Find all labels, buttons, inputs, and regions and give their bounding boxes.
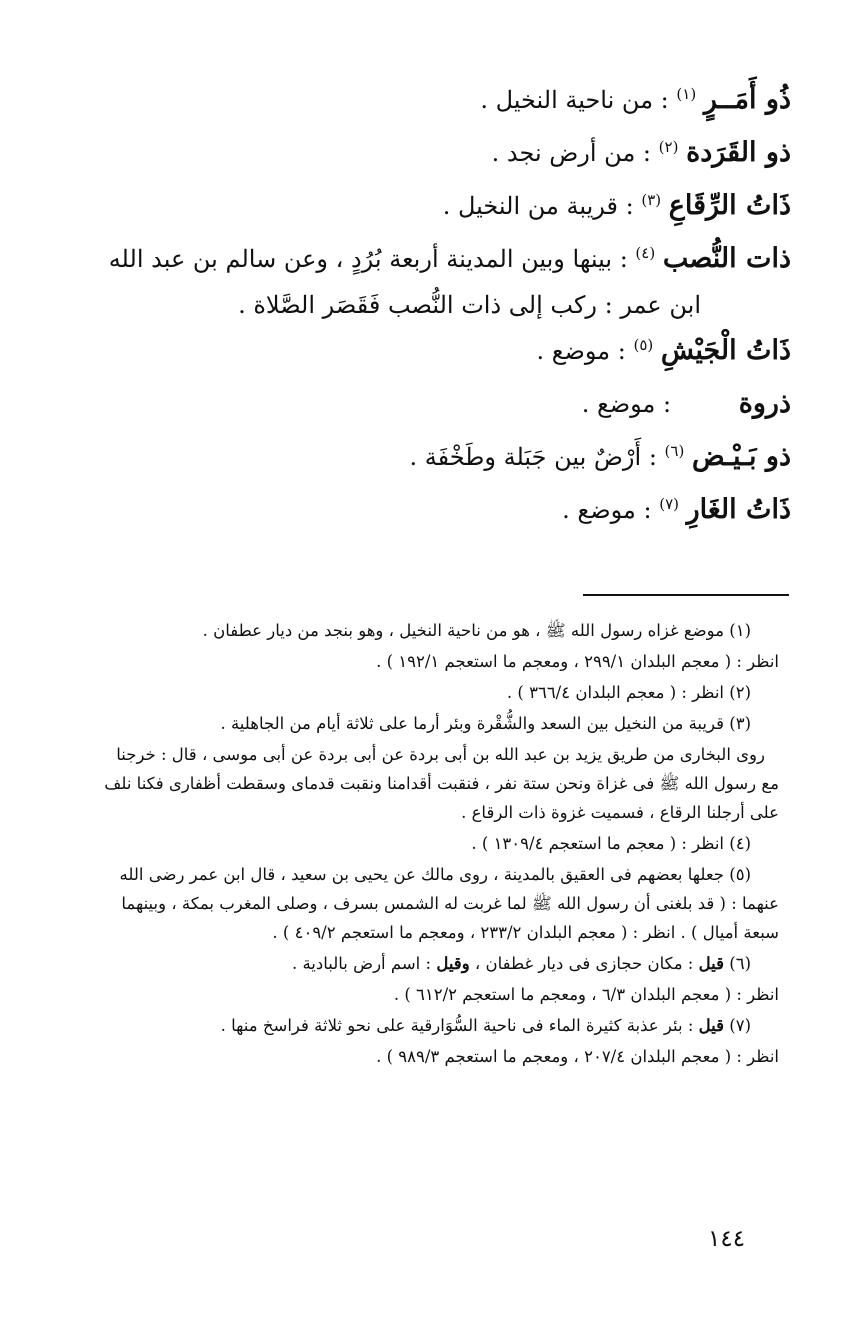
- hadith-line: مع رسول الله ﷺ فى غزاة ونحن ستة نفر ، فنقبت أقدامنا ونقبت قدماى وسقطت أظفارى فكنا نلف: [104, 774, 779, 793]
- entry-description: : موضع .: [536, 337, 626, 365]
- footnote-text: (٣) قريبة من النخيل بين السعد والشُّقْرة وبئر أرما على ثلاثة أيام من الجاهلية .: [220, 714, 751, 733]
- footnote-5: [72, 864, 779, 943]
- entry-term: ذو القَرَدة: [686, 137, 791, 168]
- entry-description: : أَرْضٌ بين جَبَلة وطَخْفَة .: [409, 443, 657, 471]
- entry-dhu-bayd: [60, 441, 791, 473]
- footnote-2: [72, 682, 779, 703]
- footnote-text: (٤) انظر : ( معجم ما استعجم ١٣٠٩/٤ ) .: [471, 834, 751, 853]
- footnote-1: [72, 620, 779, 672]
- entry-continuation: ابن عمر : ركب إلى ذات النُّصب فَقَصَر الصَّلاة .: [238, 291, 701, 319]
- footnote-ref: (٢): [658, 138, 679, 156]
- footnote-4: [72, 833, 779, 854]
- footnote-text: (١) موضع غزاه رسول الله ﷺ ، هو من ناحية النخيل ، وهو بنجد من ديار عطفان .: [202, 621, 751, 640]
- qil-label: قيل: [698, 1016, 724, 1035]
- footnote-3: [72, 713, 779, 734]
- footnote-3-hadith: [72, 744, 779, 823]
- footnote-ref: (٥): [633, 336, 654, 354]
- qil-label: قيل: [698, 954, 724, 973]
- entry-description: : من أرض نجد .: [491, 139, 652, 167]
- entry-term: ذَاتُ الغَارِ: [686, 494, 791, 525]
- entry-description: : من ناحية النخيل .: [480, 86, 669, 114]
- footnote-7: [72, 1015, 779, 1067]
- footnote-text: [72, 953, 779, 974]
- entry-description: : قريبة من النخيل .: [442, 192, 634, 220]
- entry-dhurwa: [60, 388, 791, 420]
- qil-label: وقيل: [436, 954, 470, 973]
- footnote-text: (٢) انظر : ( معجم البلدان ٣٦٦/٤ ) .: [506, 683, 751, 702]
- footnote-text: عنهما : ( قد بلغنى أن رسول الله ﷺ لما غربت له الشمس بسرف ، وصلى المغرب بمكة ، وبينهما: [121, 894, 779, 913]
- footnote-reference-line: انظر : ( معجم البلدان ٢٩٩/١ ، ومعجم ما استعجم ١٩٢/١ ) .: [376, 652, 779, 671]
- footnote-number: (٦): [729, 954, 751, 973]
- entry-dhat-ar-riqa: [60, 190, 791, 222]
- footnote-number: (٧): [729, 1016, 751, 1035]
- hadith-line: على أرجلنا الرقاع ، فسميت غزوة ذات الرقاع .: [461, 803, 779, 822]
- entry-description: : بينها وبين المدينة أربعة بُرُدٍ ، وعن سالم بن عبد الله: [108, 245, 628, 273]
- entry-term: ذُو أَمَــرٍ: [703, 84, 791, 115]
- entry-term: ذات النُّصب: [662, 243, 791, 274]
- footnote-ref: (٤): [635, 244, 656, 262]
- footnote-text: سبعة أميال ) . انظر : ( معجم البلدان ٢٣٣/٢ ، ومعجم ما استعجم ٤٠٩/٢ ) .: [272, 923, 779, 942]
- entry-dhu-amar: [60, 84, 791, 116]
- footnote-ref: (٧): [659, 495, 679, 513]
- hadith-line: روى البخارى من طريق يزيد بن عبد الله بن أبى بردة عن أبى بردة عن أبى موسى ، قال : خرجنا: [116, 745, 765, 764]
- entry-term: ذروة: [738, 388, 791, 419]
- footnote-6: [72, 953, 779, 1005]
- footnote-phrase: : اسم أرض بالبادية .: [291, 954, 432, 973]
- footnote-text: [72, 1015, 779, 1036]
- entry-term: ذَاتُ الْجَيْشِ: [660, 335, 791, 366]
- footnote-ref: (٣): [641, 191, 662, 209]
- footnote-ref: (٦): [664, 442, 685, 460]
- footnote-phrase: : مكان حجازى فى ديار غطفان ،: [474, 954, 694, 973]
- entry-term: ذو بَـيْـض: [691, 441, 791, 472]
- entry-dhu-al-qarada: [60, 137, 791, 169]
- footnote-ref: (١): [676, 85, 697, 103]
- entry-term: ذَاتُ الرِّقَاعِ: [668, 190, 791, 221]
- footnote-text: (٥) جعلها بعضهم فى العقيق بالمدينة ، روى مالك عن يحيى بن سعيد ، قال ابن عمر رضى الله: [119, 865, 751, 884]
- footnote-reference-line: انظر : ( معجم البلدان ٦/٣ ، ومعجم ما استعجم ٦١٢/٢ ) .: [393, 985, 779, 1004]
- footnote-separator: [583, 594, 789, 596]
- entry-dhat-an-nusub: [60, 243, 791, 321]
- place-entries: [60, 84, 791, 547]
- entry-dhat-al-jaysh: [60, 335, 791, 367]
- entry-description: : موضع .: [581, 390, 672, 418]
- footnotes: [72, 620, 779, 1077]
- entry-dhat-al-ghar: [60, 494, 791, 526]
- footnote-reference-line: انظر : ( معجم البلدان ٢٠٧/٤ ، ومعجم ما استعجم ٩٨٩/٣ ) .: [376, 1047, 779, 1066]
- footnote-phrase: : بئر عذبة كثيرة الماء فى ناحية السُّوَارقية على نحو ثلاثة فراسخ منها .: [220, 1016, 694, 1035]
- page-number: ١٤٤: [708, 1226, 746, 1252]
- entry-description: : موضع .: [562, 496, 652, 524]
